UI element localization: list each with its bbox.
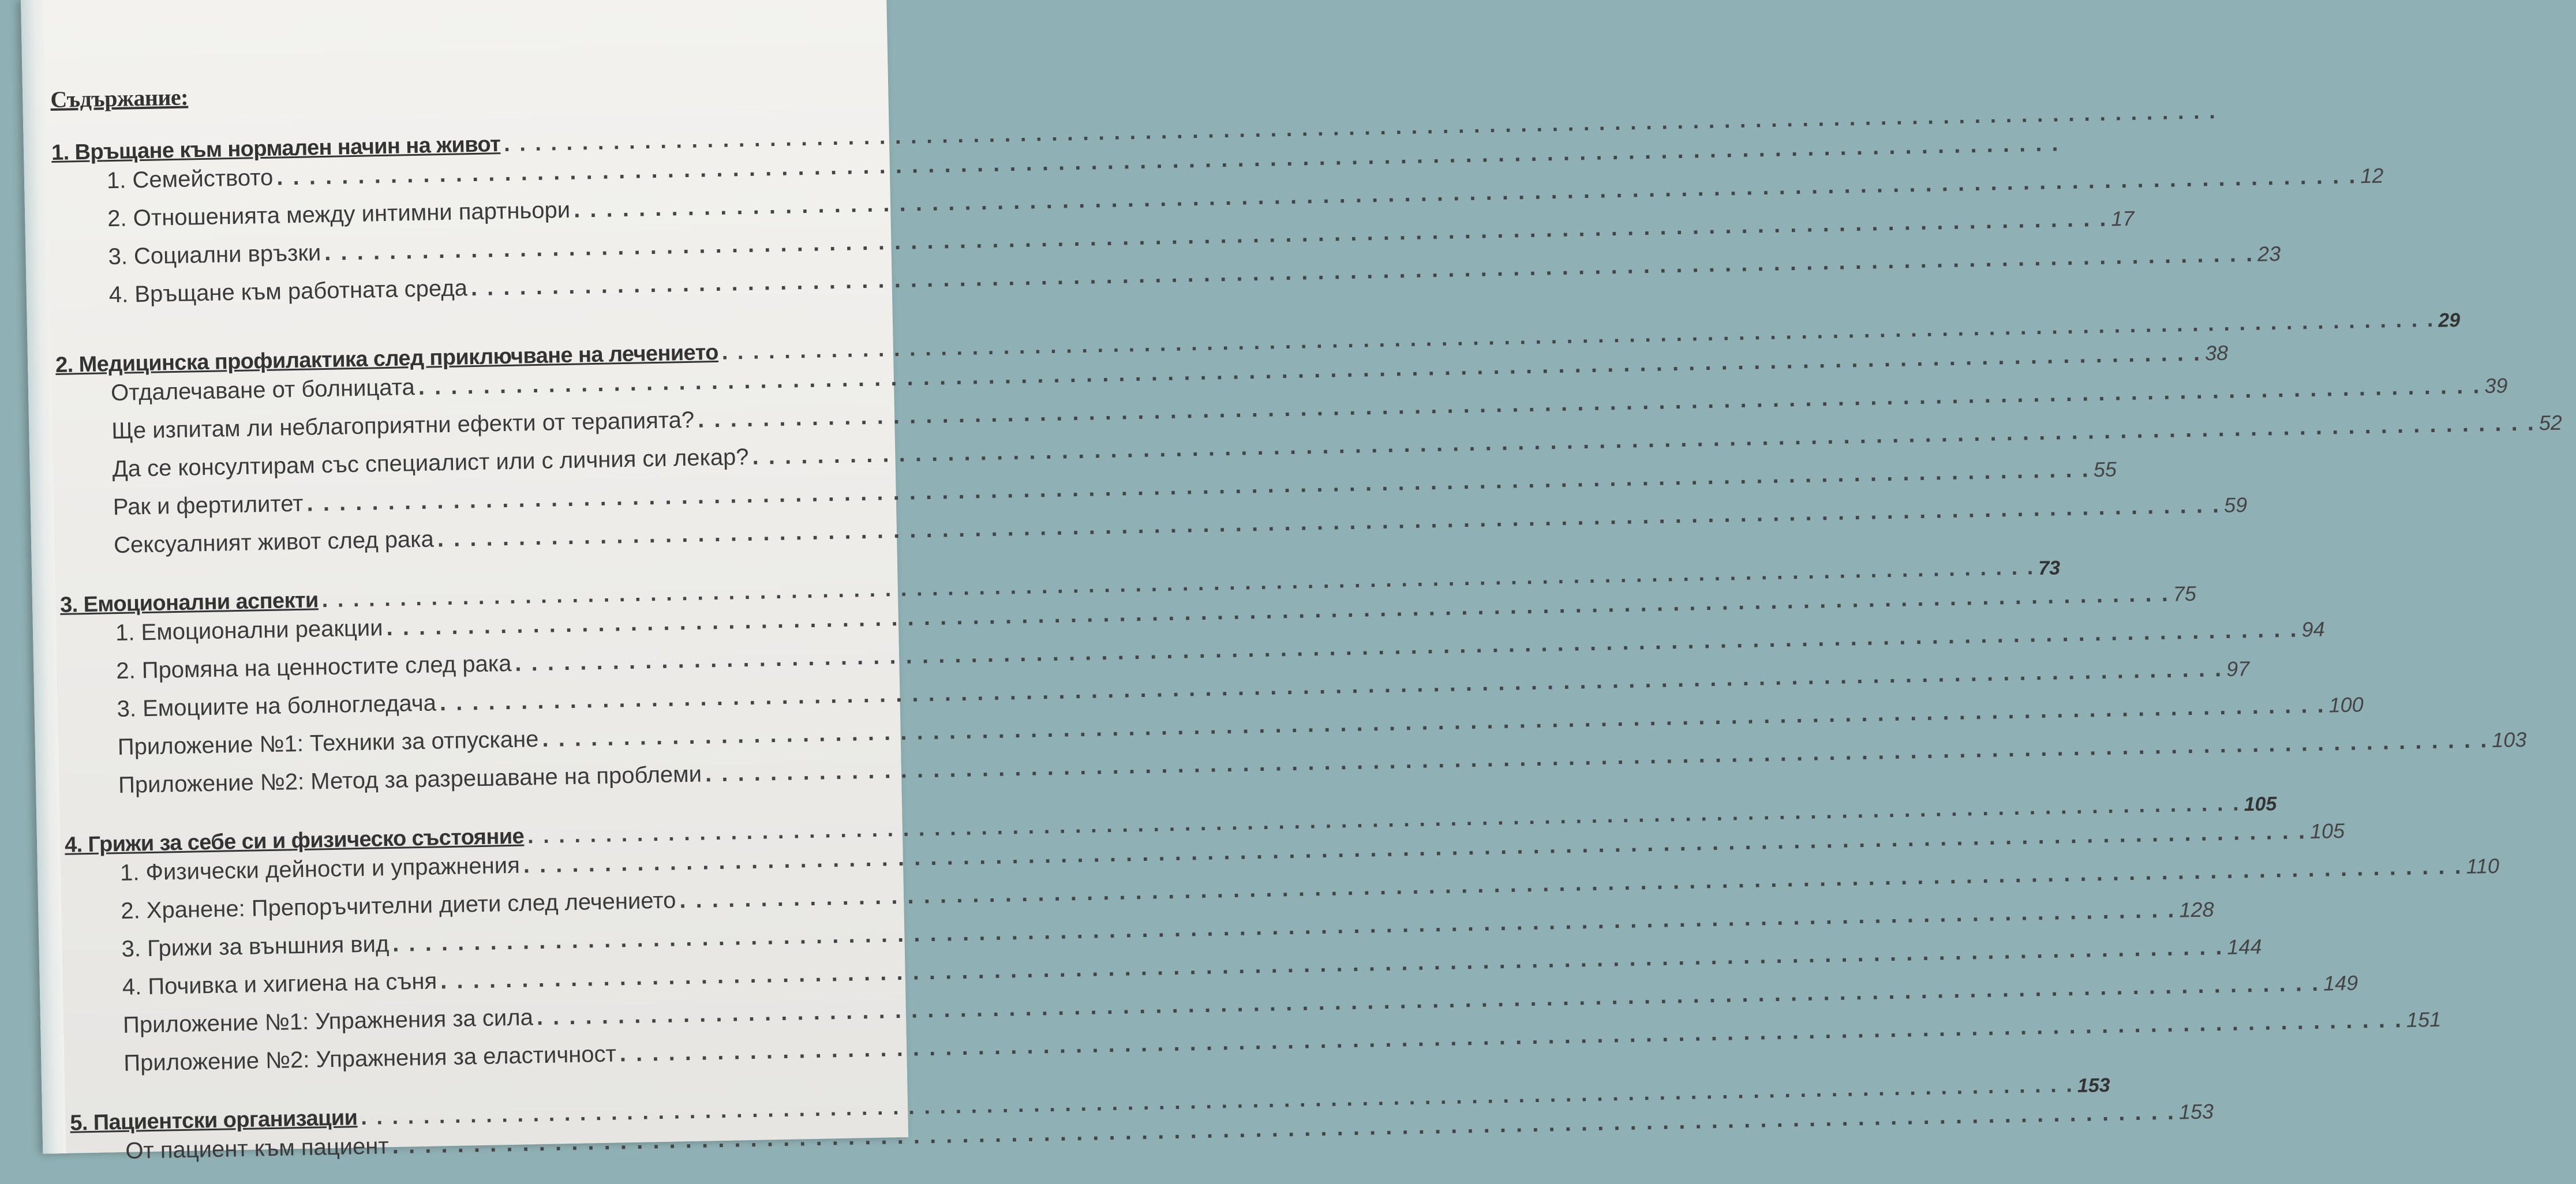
page-number: 128	[2179, 897, 2214, 922]
page-number: 75	[2173, 581, 2197, 606]
section-title: 1. Връщане към нормален начин на живот	[51, 132, 501, 166]
entry-title: Сексуалният живот след рака	[113, 526, 435, 559]
page-number: 94	[2301, 617, 2325, 642]
entry-title: 1. Семейството	[106, 164, 274, 194]
page-number: 110	[2466, 853, 2500, 878]
entry-title: От пациент към пациент	[125, 1133, 390, 1164]
entry-title: 2. Промяна на ценностите след рака	[115, 650, 512, 684]
page-number: 73	[2038, 557, 2061, 580]
entry-title: Ще изпитам ли неблагоприятни ефекти от терапията?	[111, 407, 695, 444]
entry-title: 4. Почивка и хигиена на съня	[122, 968, 437, 1000]
toc-title: Съдържание:	[50, 84, 189, 113]
toc-section-5	[69, 1074, 2214, 1177]
entry-title: 2. Хранене: Препоръчителни диети след лечението	[120, 887, 676, 924]
entry-title: Да се консултирам със специалист или с личния си лекар?	[112, 444, 749, 482]
toc-section-1	[51, 111, 2384, 321]
page-number: 12	[2360, 163, 2384, 188]
page-number: 153	[2077, 1074, 2110, 1097]
book-page	[21, 0, 2563, 1164]
entry-title: 2. Отношенията между интимни партньори	[107, 197, 571, 232]
page-number: 144	[2227, 934, 2262, 959]
entry-title: Рак и фертилитет	[113, 490, 304, 520]
entry-title: 1. Физически дейности и упражнения	[119, 852, 521, 886]
page-number: 23	[2257, 241, 2281, 266]
section-title: 5. Пациентски организации	[69, 1106, 358, 1136]
entry-title: 3. Емоциите на болногледача	[117, 690, 437, 722]
section-title: 2. Медицинска профилактика след приключване на лечението	[55, 340, 719, 377]
entry-title: Приложение №2: Метод за разрешаване на проблеми	[118, 761, 702, 798]
page-number: 97	[2226, 657, 2250, 681]
page-number: 105	[2309, 818, 2345, 844]
entry-title: 1. Емоционални реакции	[115, 615, 383, 646]
entry-title: Отдалечаване от болницата	[110, 374, 415, 406]
page-number: 149	[2323, 971, 2358, 995]
entry-title: 4. Връщане към работната среда	[108, 275, 468, 308]
section-title: 3. Емоционални аспекти	[59, 588, 319, 617]
section-title: 4. Грижи за себе си и физическо състояние	[64, 824, 525, 857]
page-number: 38	[2204, 340, 2229, 365]
page-number: 39	[2484, 373, 2508, 398]
page-number: 151	[2406, 1007, 2442, 1032]
page-number: 105	[2244, 793, 2277, 816]
page-number: 153	[2178, 1099, 2214, 1124]
page-number: 55	[2093, 457, 2117, 482]
entry-title: Приложение №1: Техники за отпускане	[117, 726, 539, 760]
page-number: 103	[2491, 727, 2527, 752]
entry-title: 3. Грижи за външния вид	[121, 931, 390, 962]
page-number: 17	[2111, 206, 2135, 231]
entry-title: Приложение №1: Упражнения за сила	[122, 1005, 534, 1038]
entry-title: Приложение №2: Упражнения за еластичност	[123, 1041, 617, 1076]
page-number: 52	[2538, 410, 2563, 435]
page-number: 100	[2328, 692, 2364, 717]
entry-title: 3. Социални връзки	[108, 240, 321, 270]
page-number: 29	[2438, 309, 2461, 332]
table-of-contents	[51, 111, 2563, 1183]
page-number: 59	[2223, 493, 2248, 517]
